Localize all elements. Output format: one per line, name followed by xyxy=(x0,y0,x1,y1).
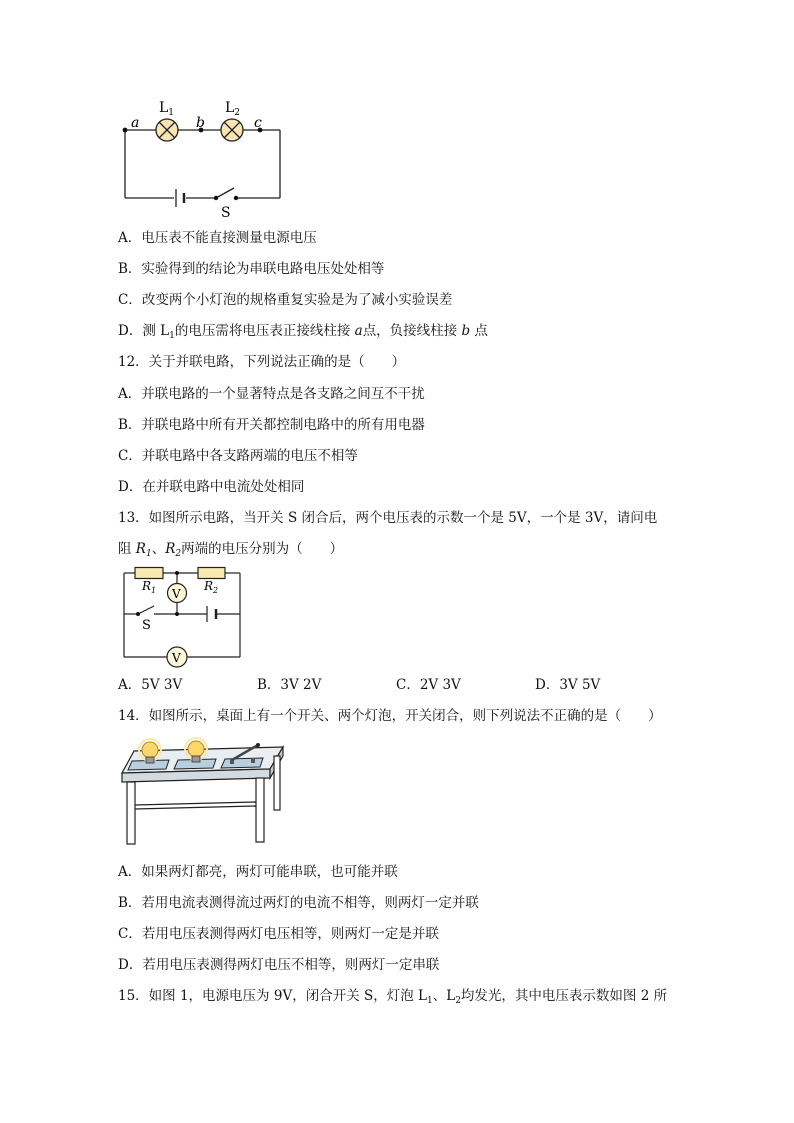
lamp-L2-icon xyxy=(221,119,243,141)
label-R2: $R_2$ xyxy=(204,579,219,595)
q14-option-d: D．若用电压表测得两灯电压不相等，则两灯一定串联 xyxy=(118,957,440,973)
table-bulbs-switch-figure xyxy=(118,737,288,849)
label-S: S xyxy=(142,618,151,633)
label-S: S xyxy=(221,205,231,220)
q13-option-d: D．3V 5V xyxy=(535,677,601,693)
label-L2: $L_2$ xyxy=(225,100,241,118)
resistor-R1-icon xyxy=(135,568,163,579)
svg-text:V: V xyxy=(172,587,181,601)
label-R1: $R_1$ xyxy=(142,579,157,595)
q12-stem: 12．关于并联电路，下列说法正确的是（ ） xyxy=(118,354,406,370)
circuit-figure-resistors-voltmeters xyxy=(118,563,246,669)
q12-option-d: D．在并联电路中电流处处相同 xyxy=(118,479,305,495)
q11-option-a: A．电压表不能直接测量电源电压 xyxy=(118,230,317,246)
q13-option-b: B．3V 2V xyxy=(257,677,322,693)
voltmeter-bottom-icon xyxy=(167,647,187,667)
voltmeter-top-icon xyxy=(168,584,187,603)
q13-stem-line1: 13．如图所示电路，当开关 S 闭合后，两个电压表的示数一个是 5V，一个是 3V，请问电 xyxy=(118,510,658,526)
q12-option-c: C．并联电路中各支路两端的电压不相等 xyxy=(118,448,358,464)
q14-stem: 14．如图所示，桌面上有一个开关、两个灯泡，开关闭合，则下列说法不正确的是（ ） xyxy=(118,708,662,724)
q14-option-c: C．若用电压表测得两灯电压相等，则两灯一定是并联 xyxy=(118,926,439,942)
resistor-R2-icon xyxy=(198,568,225,579)
q13-option-c: C．2V 3V xyxy=(396,677,461,693)
label-b: b xyxy=(196,115,205,131)
lamp-L1-icon xyxy=(156,119,178,141)
q14-option-b: B．若用电流表测得流过两灯的电流不相等，则两灯一定并联 xyxy=(118,895,479,911)
label-c: c xyxy=(254,115,262,131)
q13-option-a: A．5V 3V xyxy=(118,677,183,693)
q13-stem-line2: 阻 $R_1$、$R_2$两端的电压分别为（ ） xyxy=(118,541,344,559)
q11-option-b: B．实验得到的结论为串联电路电压处处相等 xyxy=(118,261,385,277)
q11-option-c: C．改变两个小灯泡的规格重复实验是为了减小实验误差 xyxy=(118,292,453,308)
label-a: a xyxy=(131,115,140,131)
label-L1: $L_1$ xyxy=(159,100,175,118)
circuit-figure-series-lamps xyxy=(118,96,290,220)
q15-stem: 15．如图 1，电源电压为 9V，闭合开关 S，灯泡 $L_1$、$L_2$均发光，其中电压表示数如图 2 所 xyxy=(118,988,668,1006)
q14-option-a: A．如果两灯都亮，两灯可能串联，也可能并联 xyxy=(118,864,398,880)
q11-option-d: D．测 $L_1$的电压需将电压表正接线柱接 a点，负接线柱接 b 点 xyxy=(118,323,488,341)
q12-option-a: A．并联电路的一个显著特点是各支路之间互不干扰 xyxy=(118,386,425,402)
svg-text:V: V xyxy=(172,651,181,665)
q12-option-b: B．并联电路中所有开关都控制电路中的所有用电器 xyxy=(118,417,425,433)
